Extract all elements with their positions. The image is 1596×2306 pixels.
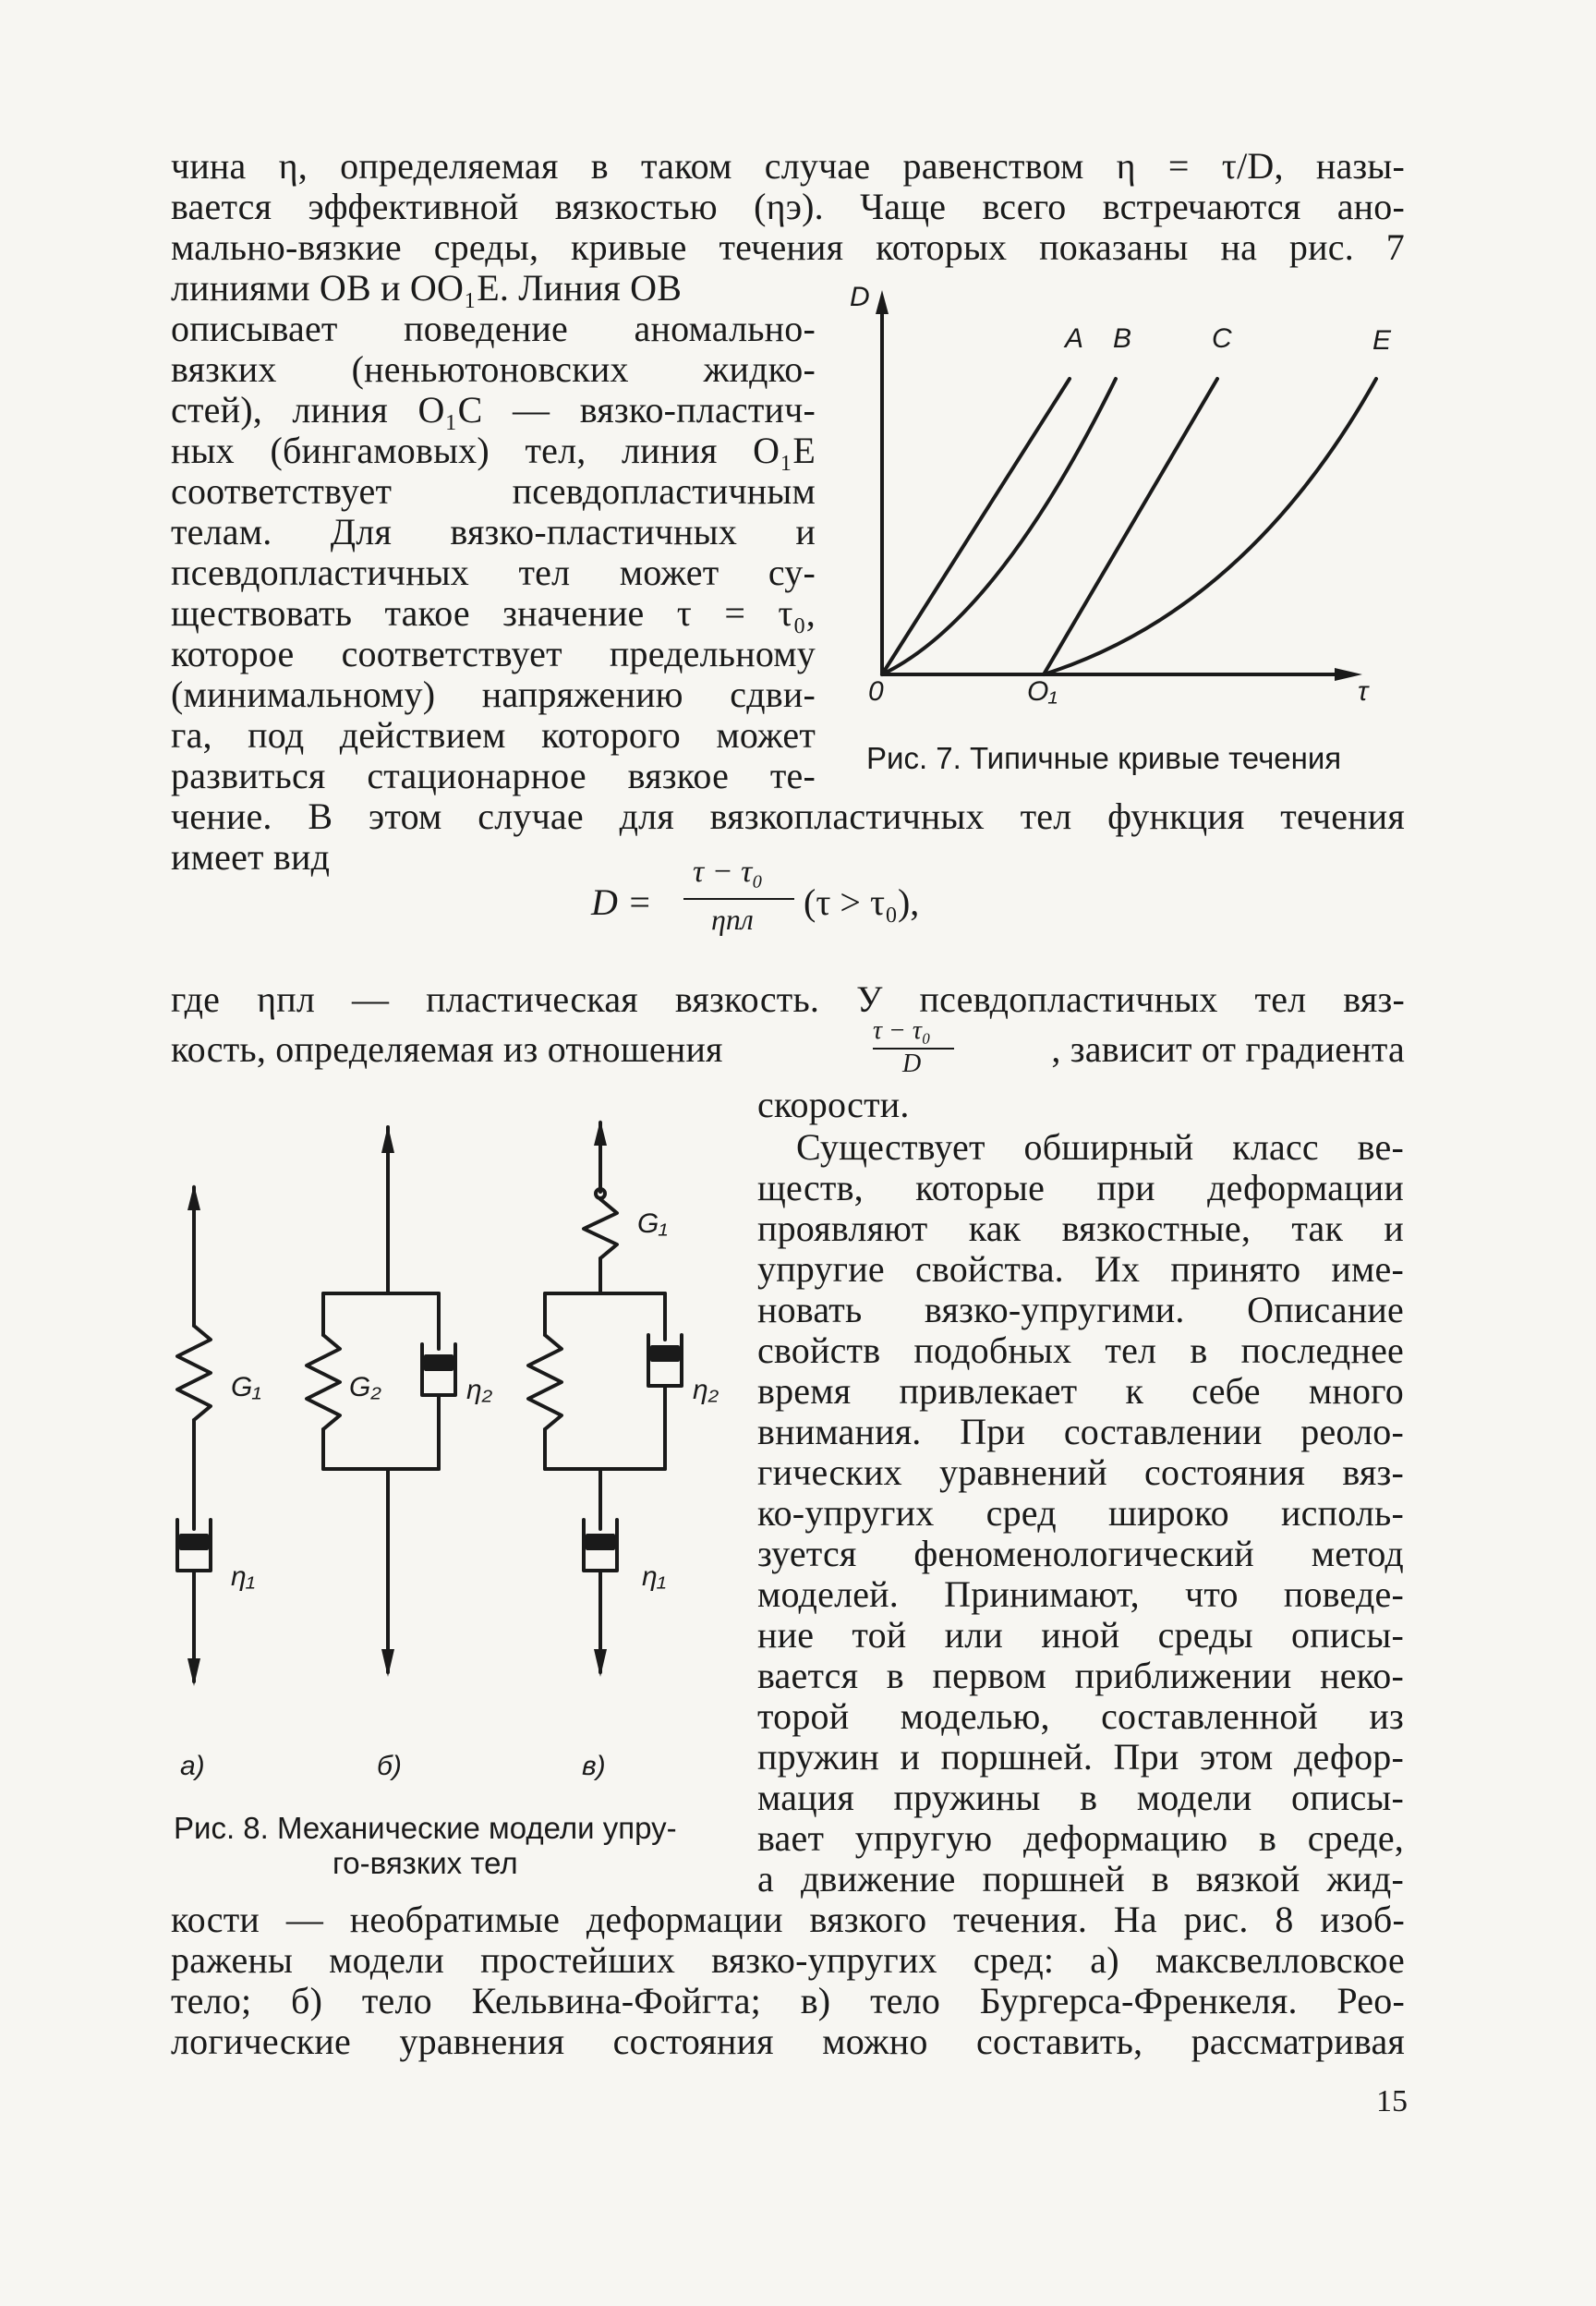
fig8-sublabel-a: а) xyxy=(180,1751,205,1781)
fig7-y-arrow xyxy=(876,290,889,314)
text-line: логические уравнения состояния можно составить, рассматривая xyxy=(171,2021,1405,2062)
text-line: описывает поведение аномально- xyxy=(171,308,816,349)
text-line: вязких (неньютоновских жидко- xyxy=(171,348,816,390)
text-line: пружин и поршней. При этом дефор- xyxy=(757,1736,1404,1778)
text-line: новать вязко-упругими. Описание xyxy=(757,1289,1404,1330)
fig8-label-c-spring-top: G₁ xyxy=(637,1208,668,1239)
text-line: ние той или иной среды описы- xyxy=(757,1614,1404,1656)
text-line: чение. В этом случае для вязкопластичных тел функция течения xyxy=(171,795,1405,837)
text-line: ражены модели простейших вязко-упругих сред: а) максвелловское xyxy=(171,1939,1405,1981)
text-line: которое соответствует предельному xyxy=(171,633,816,674)
text-line: упругие свойства. Их принято име- xyxy=(757,1248,1404,1290)
text-line: имеет вид xyxy=(171,836,331,878)
text-line: скорости. xyxy=(757,1084,910,1125)
fig7-curve-label: B xyxy=(1113,323,1132,354)
text-line: чина η, определяемая в таком случае равенством η = τ/D, назы- xyxy=(171,145,1405,187)
a-top-arrow xyxy=(187,1184,200,1210)
fig8-label-a-spring: G₁ xyxy=(231,1372,261,1402)
fig8-sublabel-c: в) xyxy=(582,1751,606,1781)
fig7-caption: Рис. 7. Типичные кривые течения xyxy=(866,741,1342,775)
inline-denominator: D xyxy=(902,1050,922,1078)
text-line: развиться стационарное вязкое те- xyxy=(171,755,816,796)
c-spring-top xyxy=(584,1199,617,1258)
fig8-caption-line2: го-вязких тел xyxy=(332,1846,518,1880)
text-line: вается в первом приближении неко- xyxy=(757,1655,1404,1696)
text-line: где ηпл — пластическая вязкость. У псевдопластичных тел вяз- xyxy=(171,978,1405,1020)
text-line: кости — необратимые деформации вязкого течения. На рис. 8 изоб- xyxy=(171,1899,1405,1940)
fig7-curve-b xyxy=(882,379,1116,674)
formula-condition: (τ > τ₀), xyxy=(804,881,920,923)
formula-numerator: τ − τ₀ xyxy=(693,855,764,889)
text-line: псевдопластичных тел может су- xyxy=(171,552,816,593)
text-line: а движение поршней в вязкой жид- xyxy=(757,1858,1404,1899)
fig7-curve-a xyxy=(882,379,1070,674)
text-line: зуется феноменологический метод xyxy=(757,1533,1404,1574)
a-dashpot-piston xyxy=(181,1535,207,1548)
text-line: линиями OB и OO₁E. Линия OB xyxy=(171,267,683,309)
text-line: ществ, которые при деформации xyxy=(757,1167,1404,1208)
fig8-label-b-spring: G₂ xyxy=(349,1372,381,1402)
c-bottom-arrow xyxy=(594,1649,607,1677)
fig7-y-label: D xyxy=(850,282,870,312)
fig7-origin-label: 0 xyxy=(868,676,884,707)
fig7-curve-c xyxy=(1044,379,1217,674)
text-line: мально-вязкие среды, кривые течения которых показаны на рис. 7 xyxy=(171,226,1405,268)
text-line: вается эффективной вязкостью (ηэ). Чаще всего встречаются ано- xyxy=(171,186,1405,227)
text-line: ко-упругих сред широко исполь- xyxy=(757,1492,1404,1534)
fig7-curve-label: C xyxy=(1212,323,1232,354)
text-line: стей), линия O₁C — вязко-пластич- xyxy=(171,389,816,431)
text-line: внимания. При составлении реоло- xyxy=(757,1411,1404,1452)
b-spring xyxy=(307,1335,340,1429)
text-line: свойств подобных тел в последнее xyxy=(757,1329,1404,1371)
fig8-label-c-dashpot-bot: η₁ xyxy=(642,1561,667,1592)
fig8-label-a-dashpot: η₁ xyxy=(231,1561,256,1592)
text-line: ществовать такое значение τ = τ₀, xyxy=(171,592,816,634)
fig8-caption-line1: Рис. 8. Механические модели упру- xyxy=(174,1811,677,1845)
text-line: кость, определяемая из отношения xyxy=(171,1028,723,1070)
b-bottom-arrow xyxy=(381,1649,394,1677)
b-top-arrow xyxy=(381,1125,394,1153)
fig7-x-label: τ xyxy=(1358,676,1369,707)
inline-numerator: τ − τ₀ xyxy=(873,1016,931,1045)
c-top-arrow xyxy=(594,1120,607,1146)
text-line: проявляют как вязкостные, так и xyxy=(757,1208,1404,1249)
text-line: ных (бингамовых) тел, линия O₁E xyxy=(171,430,816,471)
text-line: га, под действием которого может xyxy=(171,714,816,756)
c-spring-par xyxy=(528,1335,562,1429)
text-line: соответствует псевдопластичным xyxy=(171,470,816,512)
text-line: , зависит от градиента xyxy=(1051,1028,1405,1070)
c-dashpot-par-piston xyxy=(652,1347,678,1360)
fraction-bar xyxy=(683,898,794,900)
b-dashpot-piston xyxy=(426,1356,452,1369)
text-line: тело; б) тело Кельвина-Фойгта; в) тело Бургерса-Френкеля. Рео- xyxy=(171,1980,1405,2021)
text-line: время привлекает к себе много xyxy=(757,1370,1404,1412)
fig7-o1-label: O₁ xyxy=(1027,676,1058,707)
inline-fraction xyxy=(873,1016,965,1078)
fig7-curve-label: A xyxy=(1065,323,1084,354)
text-line: телам. Для вязко-пластичных и xyxy=(171,511,816,552)
text-line: гических уравнений состояния вяз- xyxy=(757,1451,1404,1493)
flow-formula xyxy=(591,855,1053,947)
fig8-sublabel-b: б) xyxy=(377,1751,402,1781)
a-spring xyxy=(177,1326,211,1420)
formula-denominator: ηпл xyxy=(711,903,754,936)
text-line: вает упругую деформацию в среде, xyxy=(757,1817,1404,1859)
c-dashpot-bot-piston xyxy=(587,1535,613,1548)
text-line: Существует обширный класс ве- xyxy=(796,1126,1404,1168)
text-line: моделей. Принимают, что поведе- xyxy=(757,1573,1404,1615)
formula-lhs: D = xyxy=(591,881,652,923)
fig8-label-c-dashpot-par: η₂ xyxy=(693,1375,719,1405)
a-bottom-arrow xyxy=(187,1658,200,1686)
fig7-curve-label: E xyxy=(1372,325,1392,356)
fig8-label-b-dashpot: η₂ xyxy=(466,1375,493,1405)
text-line: торой моделью, составленной из xyxy=(757,1695,1404,1737)
text-line: (минимальному) напряжению сдви- xyxy=(171,674,816,715)
text-line: мация пружины в модели описы- xyxy=(757,1777,1404,1818)
page-number: 15 xyxy=(1376,2084,1408,2118)
